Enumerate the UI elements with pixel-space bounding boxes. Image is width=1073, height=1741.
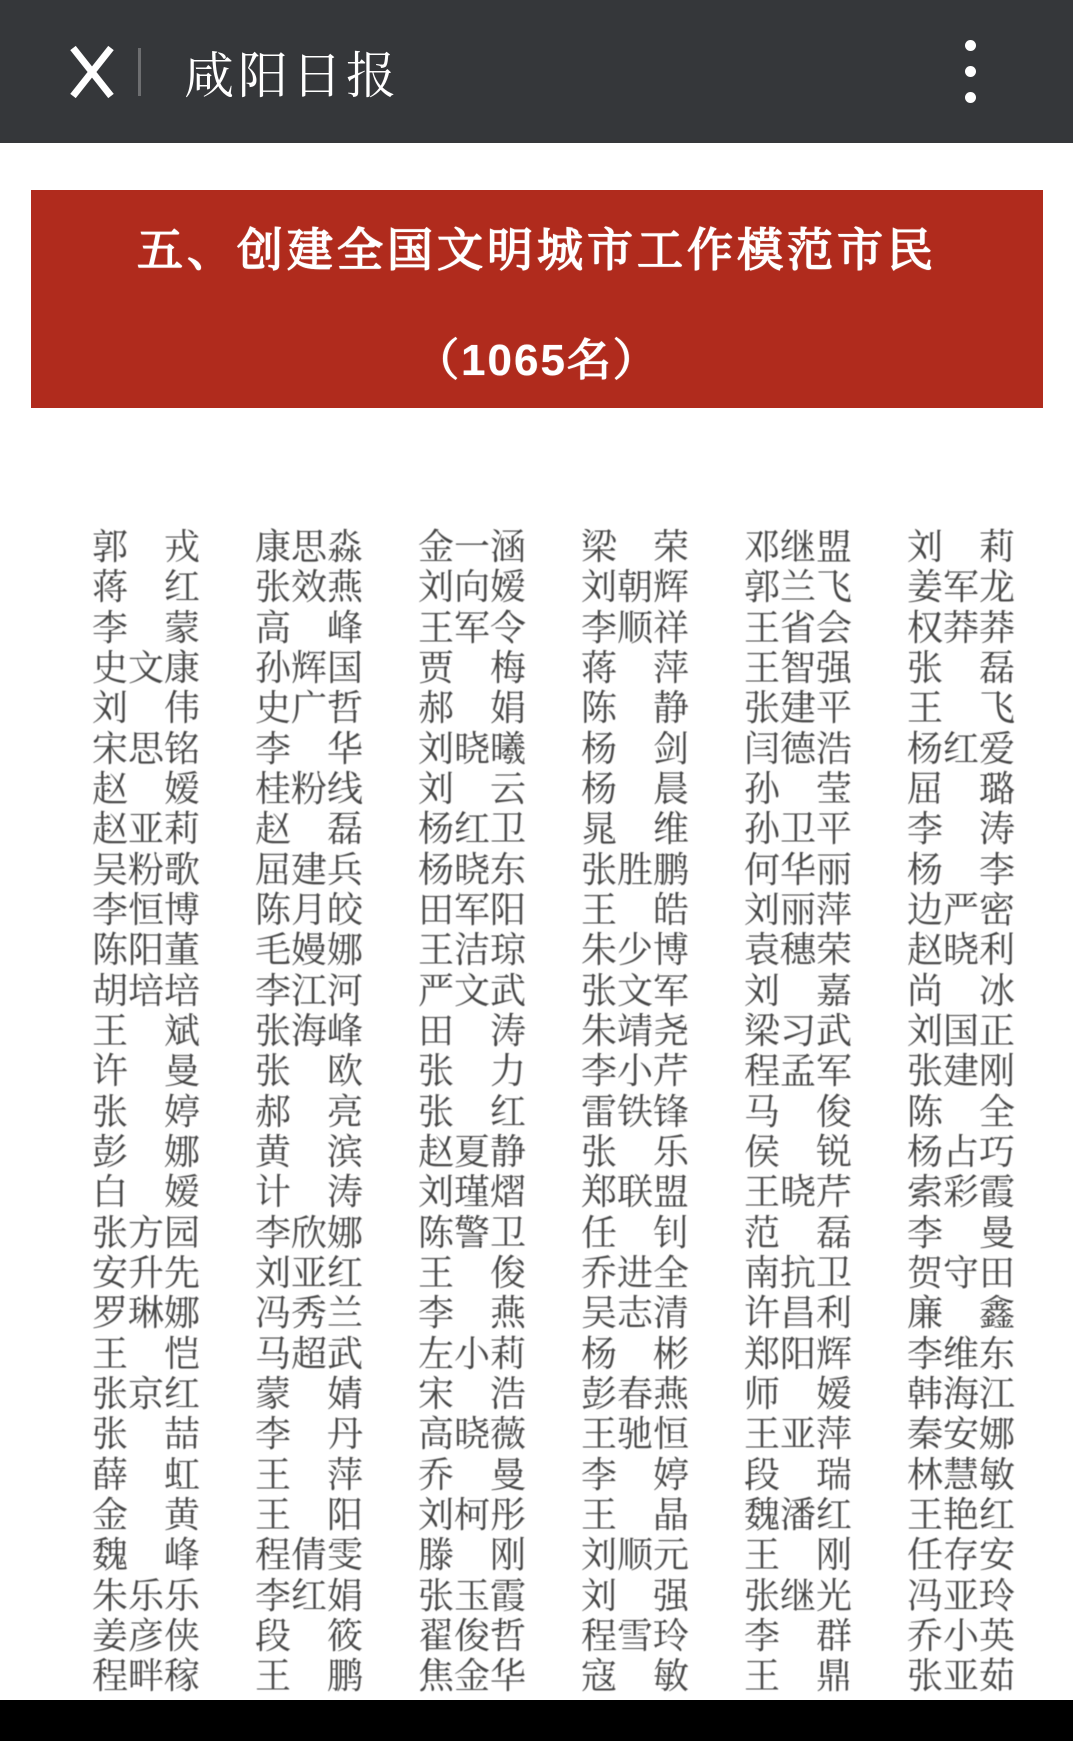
name-cell: 尚 冰: [907, 969, 1016, 1011]
name-cell: 严文武: [418, 969, 527, 1011]
kebab-menu-icon: [965, 92, 976, 103]
page-title: 咸阳日报: [184, 47, 400, 104]
name-cell: 刘 嘉: [744, 969, 853, 1011]
name-cell: 翟俊哲: [418, 1615, 527, 1657]
name-cell: 刘 云: [418, 768, 527, 810]
kebab-menu-icon: [965, 40, 976, 51]
name-cell: 雷铁锋: [581, 1090, 690, 1132]
name-cell: 程孟军: [744, 1050, 853, 1092]
name-cell: 王 斌: [92, 1010, 201, 1052]
name-row: [92, 1293, 1022, 1333]
name-row: [92, 809, 1022, 849]
name-cell: 张海峰: [255, 1010, 364, 1052]
name-row: [92, 850, 1022, 890]
name-cell: 刘柯彤: [418, 1494, 527, 1536]
name-cell: 王 俊: [418, 1252, 527, 1294]
kebab-menu-icon: [965, 66, 976, 77]
name-row: [92, 930, 1022, 970]
name-row: [92, 1535, 1022, 1575]
name-cell: 史广哲: [255, 687, 364, 729]
name-cell: 计 涛: [255, 1171, 364, 1213]
name-cell: 李欣娜: [255, 1211, 364, 1253]
name-cell: 罗琳娜: [92, 1292, 201, 1334]
name-cell: 吴志清: [581, 1292, 690, 1334]
name-cell: 张京红: [92, 1373, 201, 1415]
name-cell: 张 磊: [907, 647, 1016, 689]
name-cell: 杨 晨: [581, 768, 690, 810]
name-cell: 张 乐: [581, 1131, 690, 1173]
name-cell: 孙 莹: [744, 768, 853, 810]
name-cell: 袁穗荣: [744, 929, 853, 971]
name-cell: 程畔稼: [92, 1655, 201, 1697]
name-cell: 魏潘红: [744, 1494, 853, 1536]
name-row: [92, 1132, 1022, 1172]
name-row: [92, 1334, 1022, 1374]
name-cell: 侯 锐: [744, 1131, 853, 1173]
name-cell: 陈警卫: [418, 1211, 527, 1253]
name-cell: 李 燕: [418, 1292, 527, 1334]
banner-title: 五、创建全国文明城市工作模范市民: [137, 224, 937, 276]
name-row: [92, 1656, 1022, 1696]
name-cell: 屈建兵: [255, 848, 364, 890]
name-cell: 蒙 婧: [255, 1373, 364, 1415]
name-cell: 乔 曼: [418, 1453, 527, 1495]
name-cell: 杨 李: [907, 848, 1016, 890]
name-cell: 赵夏静: [418, 1131, 527, 1173]
name-row: [92, 1172, 1022, 1212]
name-cell: 刘 莉: [907, 526, 1016, 568]
name-cell: 王 萍: [255, 1453, 364, 1495]
name-cell: 田军阳: [418, 889, 527, 931]
name-row: [92, 1253, 1022, 1293]
name-cell: 焦金华: [418, 1655, 527, 1697]
name-cell: 张继光: [744, 1574, 853, 1616]
name-cell: 王亚萍: [744, 1413, 853, 1455]
name-row: [92, 608, 1022, 648]
name-cell: 王 皓: [581, 889, 690, 931]
name-row: [92, 1374, 1022, 1414]
name-cell: 白 嫒: [92, 1171, 201, 1213]
name-cell: 索彩霞: [907, 1171, 1016, 1213]
name-cell: 李 华: [255, 727, 364, 769]
name-cell: 刘晓曦: [418, 727, 527, 769]
name-cell: 赵 磊: [255, 808, 364, 850]
name-cell: 左小莉: [418, 1332, 527, 1374]
name-cell: 乔小英: [907, 1615, 1016, 1657]
close-icon: [69, 44, 115, 100]
name-cell: 郑阳辉: [744, 1332, 853, 1374]
name-row: [92, 527, 1022, 567]
name-cell: 梁 荣: [581, 526, 690, 568]
name-cell: 刘国正: [907, 1010, 1016, 1052]
name-cell: 段 筱: [255, 1615, 364, 1657]
name-cell: 杨 剑: [581, 727, 690, 769]
name-cell: 闫德浩: [744, 727, 853, 769]
name-cell: 吴粉歌: [92, 848, 201, 890]
name-cell: 邓继盟: [744, 526, 853, 568]
menu-button[interactable]: [925, 0, 1015, 143]
name-row: [92, 648, 1022, 688]
name-cell: 乔进全: [581, 1252, 690, 1294]
name-cell: 田 涛: [418, 1010, 527, 1052]
name-cell: 王省会: [744, 606, 853, 648]
name-cell: 郝 亮: [255, 1090, 364, 1132]
name-row: [92, 1495, 1022, 1535]
name-row: [92, 1092, 1022, 1132]
name-cell: 郑联盟: [581, 1171, 690, 1213]
name-cell: 彭春燕: [581, 1373, 690, 1415]
name-cell: 王晓芹: [744, 1171, 853, 1213]
name-cell: 南抗卫: [744, 1252, 853, 1294]
name-cell: 杨红爱: [907, 727, 1016, 769]
name-cell: 桂粉线: [255, 768, 364, 810]
name-cell: 马超武: [255, 1332, 364, 1374]
name-cell: 蒋 萍: [581, 647, 690, 689]
name-cell: 刘亚红: [255, 1252, 364, 1294]
name-row: [92, 729, 1022, 769]
name-cell: 师 嫒: [744, 1373, 853, 1415]
name-cell: 张 婷: [92, 1090, 201, 1132]
name-cell: 贺守田: [907, 1252, 1016, 1294]
name-cell: 胡培培: [92, 969, 201, 1011]
name-cell: 朱靖尧: [581, 1010, 690, 1052]
name-row: [92, 890, 1022, 930]
name-row: [92, 1576, 1022, 1616]
name-cell: 韩海江: [907, 1373, 1016, 1415]
name-cell: 朱少博: [581, 929, 690, 971]
name-cell: 陈阳董: [92, 929, 201, 971]
name-cell: 杨 彬: [581, 1332, 690, 1374]
name-cell: 高 峰: [255, 606, 364, 648]
name-cell: 张建平: [744, 687, 853, 729]
name-cell: 安升先: [92, 1252, 201, 1294]
name-cell: 杨晓东: [418, 848, 527, 890]
name-cell: 梁习武: [744, 1010, 853, 1052]
name-cell: 任存安: [907, 1534, 1016, 1576]
name-cell: 陈 静: [581, 687, 690, 729]
name-cell: 秦安娜: [907, 1413, 1016, 1455]
name-cell: 王 鼎: [744, 1655, 853, 1697]
name-cell: 刘 强: [581, 1574, 690, 1616]
name-cell: 朱乐乐: [92, 1574, 201, 1616]
name-cell: 陈 全: [907, 1090, 1016, 1132]
name-cell: 赵亚莉: [92, 808, 201, 850]
banner-count: （1065名）: [415, 336, 659, 385]
name-cell: 寇 敏: [581, 1655, 690, 1697]
name-cell: 李 蒙: [92, 606, 201, 648]
section-banner: [31, 190, 1043, 408]
name-cell: 王军令: [418, 606, 527, 648]
name-cell: 黄 滨: [255, 1131, 364, 1173]
name-cell: 李 涛: [907, 808, 1016, 850]
name-cell: 薛 虹: [92, 1453, 201, 1495]
name-row: [92, 688, 1022, 728]
name-cell: 屈 璐: [907, 768, 1016, 810]
name-cell: 李 曼: [907, 1211, 1016, 1253]
name-cell: 毛嫚娜: [255, 929, 364, 971]
name-cell: 赵 嫒: [92, 768, 201, 810]
name-cell: 张建刚: [907, 1050, 1016, 1092]
name-cell: 陈月皎: [255, 889, 364, 931]
name-cell: 郭兰飞: [744, 566, 853, 608]
name-cell: 宋 浩: [418, 1373, 527, 1415]
name-cell: 郝 娟: [418, 687, 527, 729]
name-cell: 蒋 红: [92, 566, 201, 608]
name-cell: 刘瑾熠: [418, 1171, 527, 1213]
name-cell: 刘顺元: [581, 1534, 690, 1576]
name-row: [92, 1011, 1022, 1051]
name-cell: 晁 维: [581, 808, 690, 850]
name-cell: 王艳红: [907, 1494, 1016, 1536]
name-cell: 权莽莽: [907, 606, 1016, 648]
name-row: [92, 1051, 1022, 1091]
name-cell: 王驰恒: [581, 1413, 690, 1455]
name-row: [92, 971, 1022, 1011]
name-cell: 滕 刚: [418, 1534, 527, 1576]
name-cell: 刘朝辉: [581, 566, 690, 608]
name-row: [92, 567, 1022, 607]
name-row: [92, 769, 1022, 809]
name-cell: 马 俊: [744, 1090, 853, 1132]
name-cell: 康思淼: [255, 526, 364, 568]
name-cell: 任 钊: [581, 1211, 690, 1253]
name-cell: 孙卫平: [744, 808, 853, 850]
name-cell: 许昌利: [744, 1292, 853, 1334]
name-cell: 刘向嫒: [418, 566, 527, 608]
name-cell: 李维东: [907, 1332, 1016, 1374]
name-cell: 李江河: [255, 969, 364, 1011]
name-cell: 宋思铭: [92, 727, 201, 769]
name-row: [92, 1455, 1022, 1495]
app-header: [0, 0, 1073, 143]
name-cell: 李 丹: [255, 1413, 364, 1455]
name-cell: 李 群: [744, 1615, 853, 1657]
header-divider: [138, 48, 141, 96]
name-cell: 孙辉国: [255, 647, 364, 689]
bottom-black-bar: [0, 1700, 1073, 1741]
name-cell: 姜彦侠: [92, 1615, 201, 1657]
name-cell: 张 欧: [255, 1050, 364, 1092]
name-cell: 姜军龙: [907, 566, 1016, 608]
name-cell: 史文康: [92, 647, 201, 689]
name-cell: 段 瑞: [744, 1453, 853, 1495]
name-cell: 杨红卫: [418, 808, 527, 850]
name-cell: 张玉霞: [418, 1574, 527, 1616]
name-cell: 张效燕: [255, 566, 364, 608]
name-cell: 何华丽: [744, 848, 853, 890]
name-cell: 张胜鹏: [581, 848, 690, 890]
name-cell: 贾 梅: [418, 647, 527, 689]
name-row: [92, 1414, 1022, 1454]
name-cell: 许 曼: [92, 1050, 201, 1092]
name-row: [92, 1213, 1022, 1253]
name-cell: 高晓薇: [418, 1413, 527, 1455]
name-cell: 赵晓利: [907, 929, 1016, 971]
close-button[interactable]: [44, 0, 140, 143]
name-cell: 张文军: [581, 969, 690, 1011]
name-cell: 王 鹏: [255, 1655, 364, 1697]
name-cell: 程雪玲: [581, 1615, 690, 1657]
name-cell: 廉 鑫: [907, 1292, 1016, 1334]
name-cell: 边严密: [907, 889, 1016, 931]
name-cell: 王智强: [744, 647, 853, 689]
name-cell: 张方园: [92, 1211, 201, 1253]
name-cell: 张 红: [418, 1090, 527, 1132]
name-cell: 李恒博: [92, 889, 201, 931]
name-cell: 林慧敏: [907, 1453, 1016, 1495]
name-cell: 李小芹: [581, 1050, 690, 1092]
name-cell: 郭 戎: [92, 526, 201, 568]
name-cell: 王 恺: [92, 1332, 201, 1374]
name-cell: 金一涵: [418, 526, 527, 568]
name-cell: 张亚茹: [907, 1655, 1016, 1697]
name-cell: 王 晶: [581, 1494, 690, 1536]
name-cell: 冯亚玲: [907, 1574, 1016, 1616]
name-cell: 王 飞: [907, 687, 1016, 729]
name-cell: 杨占巧: [907, 1131, 1016, 1173]
name-cell: 范 磊: [744, 1211, 853, 1253]
name-cell: 李 婷: [581, 1453, 690, 1495]
name-cell: 刘 伟: [92, 687, 201, 729]
name-cell: 金 黄: [92, 1494, 201, 1536]
name-cell: 王 刚: [744, 1534, 853, 1576]
name-cell: 王洁琼: [418, 929, 527, 971]
name-cell: 魏 峰: [92, 1534, 201, 1576]
name-cell: 张 喆: [92, 1413, 201, 1455]
name-row: [92, 1616, 1022, 1656]
name-cell: 李红娟: [255, 1574, 364, 1616]
name-grid: [92, 527, 1022, 1697]
name-cell: 刘丽萍: [744, 889, 853, 931]
name-cell: 李顺祥: [581, 606, 690, 648]
name-cell: 张 力: [418, 1050, 527, 1092]
name-cell: 王 阳: [255, 1494, 364, 1536]
name-cell: 彭 娜: [92, 1131, 201, 1173]
name-cell: 冯秀兰: [255, 1292, 364, 1334]
name-cell: 程倩雯: [255, 1534, 364, 1576]
